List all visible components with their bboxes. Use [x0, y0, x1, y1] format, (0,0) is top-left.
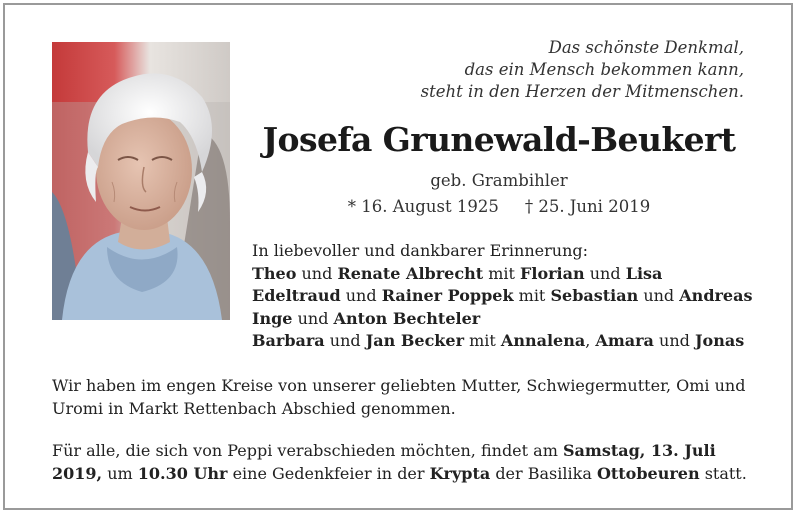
mourner-name: Amara — [595, 331, 654, 350]
mourner-name: Rainer Poppek — [381, 286, 514, 305]
mourner-line: Inge und Anton Bechteler — [252, 308, 481, 328]
mourner-name: Andreas — [679, 286, 753, 305]
mourner-line: Barbara und Jan Becker mit Annalena, Amara und Jonas — [252, 331, 745, 350]
mourner-name: Theo — [252, 263, 297, 283]
mourners-list — [252, 240, 752, 353]
memorial-quote — [324, 37, 744, 103]
portrait-photo-image — [52, 42, 230, 320]
mourner-name: Anton Bechteler — [333, 308, 481, 328]
mourner-line: Theo und Renate Albrecht mit Florian und Lisa — [252, 263, 663, 283]
mourners-intro: In liebevoller und dankbarer Erinnerung: — [252, 241, 588, 260]
service-place: Krypta — [429, 463, 491, 483]
mourner-line: Edeltraud und Rainer Poppek mit Sebastian und Andreas — [252, 286, 753, 305]
quote-line: das ein Mensch bekommen kann, — [464, 60, 744, 79]
mourner-name: Renate Albrecht — [337, 263, 484, 283]
death-date: † 25. Juni 2019 — [524, 197, 651, 216]
deceased-name: Josefa Grunewald-Beukert — [262, 120, 736, 159]
quote-line: Das schönste Denkmal, — [548, 38, 744, 57]
birth-name: geb. Grambihler — [430, 171, 568, 190]
quote-line: steht in den Herzen der Mitmenschen. — [420, 82, 744, 101]
farewell-paragraph: Wir haben im engen Kreise von unserer geliebten Mutter, Schwiegermutter, Omi und Uromi in Markt Rettenbach Abschied genommen. — [52, 376, 746, 418]
mourner-name: Jonas — [694, 331, 745, 350]
portrait-photo — [52, 42, 230, 320]
service-date: Samstag, 13. Juli 2019, — [52, 441, 716, 483]
mourner-name: Annalena — [500, 331, 586, 350]
memorial-service-paragraph: Für alle, die sich von Peppi verabschieden möchten, findet am Samstag, 13. Juli 2019, um 10.30 Uhr eine Gedenkfeier in der Krypta der Basilika Ottobeuren statt. — [52, 441, 747, 483]
mourner-name: Barbara — [252, 331, 325, 350]
mourner-name: Sebastian — [550, 286, 639, 305]
birth-date: * 16. August 1925 — [347, 197, 499, 216]
service-time: 10.30 Uhr — [137, 463, 228, 483]
mourner-name: Edeltraud — [252, 286, 341, 305]
mourner-name: Florian — [520, 263, 585, 283]
service-town: Ottobeuren — [596, 463, 700, 483]
mourner-name: Lisa — [625, 263, 663, 283]
life-dates — [244, 197, 754, 216]
mourner-name: Inge — [252, 308, 293, 328]
mourner-name: Jan Becker — [365, 331, 464, 350]
